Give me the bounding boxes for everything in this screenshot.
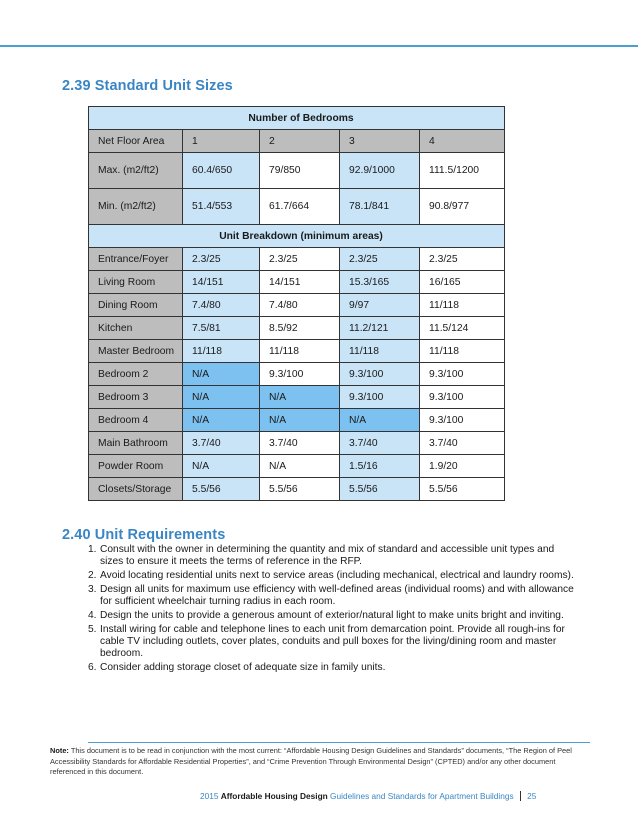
table-row — [89, 189, 505, 225]
row-label: Master Bedroom — [89, 340, 183, 363]
footer-title-bold: Affordable Housing Design — [220, 791, 328, 801]
table-cell: 7.4/80 — [260, 294, 340, 317]
item-text: Avoid locating residential units next to service areas (including mechanical, electrical and laundry rooms). — [100, 570, 574, 581]
row-label: Entrance/Foyer — [89, 248, 183, 271]
row-label: Living Room — [89, 271, 183, 294]
row-label: Bedroom 2 — [89, 363, 183, 386]
table-row — [89, 455, 505, 478]
table-cell: 9.3/100 — [340, 386, 420, 409]
table-cell: 9.3/100 — [420, 363, 505, 386]
footer-title-rest: Guidelines and Standards for Apartment Buildings — [330, 791, 514, 801]
table-cell: 51.4/553 — [183, 189, 260, 225]
table-cell: 60.4/650 — [183, 153, 260, 189]
table-row — [89, 130, 505, 153]
row-label: Bedroom 3 — [89, 386, 183, 409]
table-row — [89, 294, 505, 317]
list-item — [88, 662, 578, 674]
section-heading-2-39: 2.39 Standard Unit Sizes — [62, 78, 233, 94]
table-cell: 9.3/100 — [420, 386, 505, 409]
page-number: 25 — [527, 791, 537, 801]
list-item — [88, 584, 578, 608]
item-number: 2. — [88, 570, 97, 581]
item-text: Design all units for maximum use efficiency with well-defined areas (individual rooms) and with allowance for sufficient wheelchair turning radius in each room. — [100, 584, 574, 607]
item-text: Design the units to provide a generous amount of exterior/natural light to make units bright and inviting. — [100, 610, 564, 621]
table-row — [89, 317, 505, 340]
row-label: Min. (m2/ft2) — [89, 189, 183, 225]
table-cell: 1.5/16 — [340, 455, 420, 478]
table-cell: 111.5/1200 — [420, 153, 505, 189]
item-number: 6. — [88, 662, 97, 673]
section-heading-2-40: 2.40 Unit Requirements — [62, 527, 226, 543]
item-number: 5. — [88, 624, 97, 635]
table-cell: 16/165 — [420, 271, 505, 294]
table-cell: 15.3/165 — [340, 271, 420, 294]
table-cell: 90.8/977 — [420, 189, 505, 225]
table-cell: N/A — [260, 386, 340, 409]
note-text: This document is to be read in conjunction with the most current: “Affordable Housing Design Guidelines and Standards” documents, “The Region of Peel Accessibility Standards for Affordable Residential Properties”, and “Crime Prevention Through Environmental Design” (CPTED) and/or any other document referenced in this document. — [50, 746, 572, 776]
table-cell: 5.5/56 — [183, 478, 260, 501]
row-label: Net Floor Area — [89, 130, 183, 153]
table-cell: 2.3/25 — [183, 248, 260, 271]
table-cell: 9/97 — [340, 294, 420, 317]
table-cell: 5.5/56 — [420, 478, 505, 501]
table-cell: 11/118 — [260, 340, 340, 363]
table-cell: 9.3/100 — [420, 409, 505, 432]
table-cell: 11/118 — [420, 340, 505, 363]
footer-year: 2015 — [200, 791, 219, 801]
table-row — [89, 478, 505, 501]
table-cell: 9.3/100 — [260, 363, 340, 386]
table-cell: N/A — [260, 455, 340, 478]
table-header-bedrooms: Number of Bedrooms — [89, 107, 505, 130]
table-cell: N/A — [183, 409, 260, 432]
table-cell: 7.4/80 — [183, 294, 260, 317]
row-label: Kitchen — [89, 317, 183, 340]
requirements-list — [88, 544, 578, 676]
footnote — [50, 746, 590, 778]
table-cell: 2.3/25 — [340, 248, 420, 271]
table-cell: 9.3/100 — [340, 363, 420, 386]
table-cell: 3.7/40 — [260, 432, 340, 455]
table-cell: 11.2/121 — [340, 317, 420, 340]
list-item — [88, 624, 578, 660]
table-row — [89, 386, 505, 409]
list-item — [88, 610, 578, 622]
bedroom-count: 4 — [420, 130, 505, 153]
row-label: Max. (m2/ft2) — [89, 153, 183, 189]
table-cell: 92.9/1000 — [340, 153, 420, 189]
table-row — [89, 248, 505, 271]
table-cell: 7.5/81 — [183, 317, 260, 340]
row-label: Powder Room — [89, 455, 183, 478]
list-item — [88, 544, 578, 568]
top-rule — [0, 45, 638, 47]
table-cell: 14/151 — [183, 271, 260, 294]
list-item — [88, 570, 578, 582]
table-cell: 2.3/25 — [260, 248, 340, 271]
table-row — [89, 271, 505, 294]
table-cell: 2.3/25 — [420, 248, 505, 271]
table-cell: 3.7/40 — [420, 432, 505, 455]
table-cell: 11/118 — [340, 340, 420, 363]
bottom-rule — [88, 742, 590, 743]
table-cell: N/A — [183, 386, 260, 409]
table-cell: N/A — [183, 455, 260, 478]
table-row — [89, 153, 505, 189]
table-cell: 1.9/20 — [420, 455, 505, 478]
bedroom-count: 1 — [183, 130, 260, 153]
table-cell: N/A — [260, 409, 340, 432]
table-row — [89, 432, 505, 455]
table-row — [89, 363, 505, 386]
table-cell: 78.1/841 — [340, 189, 420, 225]
table-cell: 61.7/664 — [260, 189, 340, 225]
unit-sizes-table — [88, 106, 505, 501]
table-cell: 14/151 — [260, 271, 340, 294]
item-text: Install wiring for cable and telephone lines to each unit from demarcation point. Provide all rough-ins for cable TV including outlets, cover plates, conduits and pull boxes for the living/dining room and master bedroom. — [100, 624, 565, 659]
table-cell: 11.5/124 — [420, 317, 505, 340]
table-cell: N/A — [340, 409, 420, 432]
table-cell: 8.5/92 — [260, 317, 340, 340]
table-cell: N/A — [183, 363, 260, 386]
note-label: Note: — [50, 746, 69, 755]
table-row — [89, 340, 505, 363]
table-cell: 5.5/56 — [340, 478, 420, 501]
row-label: Bedroom 4 — [89, 409, 183, 432]
bedroom-count: 3 — [340, 130, 420, 153]
bedroom-count: 2 — [260, 130, 340, 153]
table-cell: 79/850 — [260, 153, 340, 189]
item-number: 1. — [88, 544, 97, 555]
table-header-breakdown: Unit Breakdown (minimum areas) — [89, 225, 505, 248]
row-label: Closets/Storage — [89, 478, 183, 501]
item-text: Consider adding storage closet of adequate size in family units. — [100, 662, 386, 673]
row-label: Main Bathroom — [89, 432, 183, 455]
table-cell: 3.7/40 — [183, 432, 260, 455]
row-label: Dining Room — [89, 294, 183, 317]
table-cell: 3.7/40 — [340, 432, 420, 455]
footer-divider — [520, 791, 522, 801]
table-cell: 11/118 — [183, 340, 260, 363]
table-cell: 11/118 — [420, 294, 505, 317]
item-text: Consult with the owner in determining the quantity and mix of standard and accessible unit types and sizes to ensure it meets the terms of reference in the RFP. — [100, 544, 555, 567]
page-footer — [200, 791, 600, 801]
table-cell: 5.5/56 — [260, 478, 340, 501]
item-number: 3. — [88, 584, 97, 595]
item-number: 4. — [88, 610, 97, 621]
table-row — [89, 409, 505, 432]
